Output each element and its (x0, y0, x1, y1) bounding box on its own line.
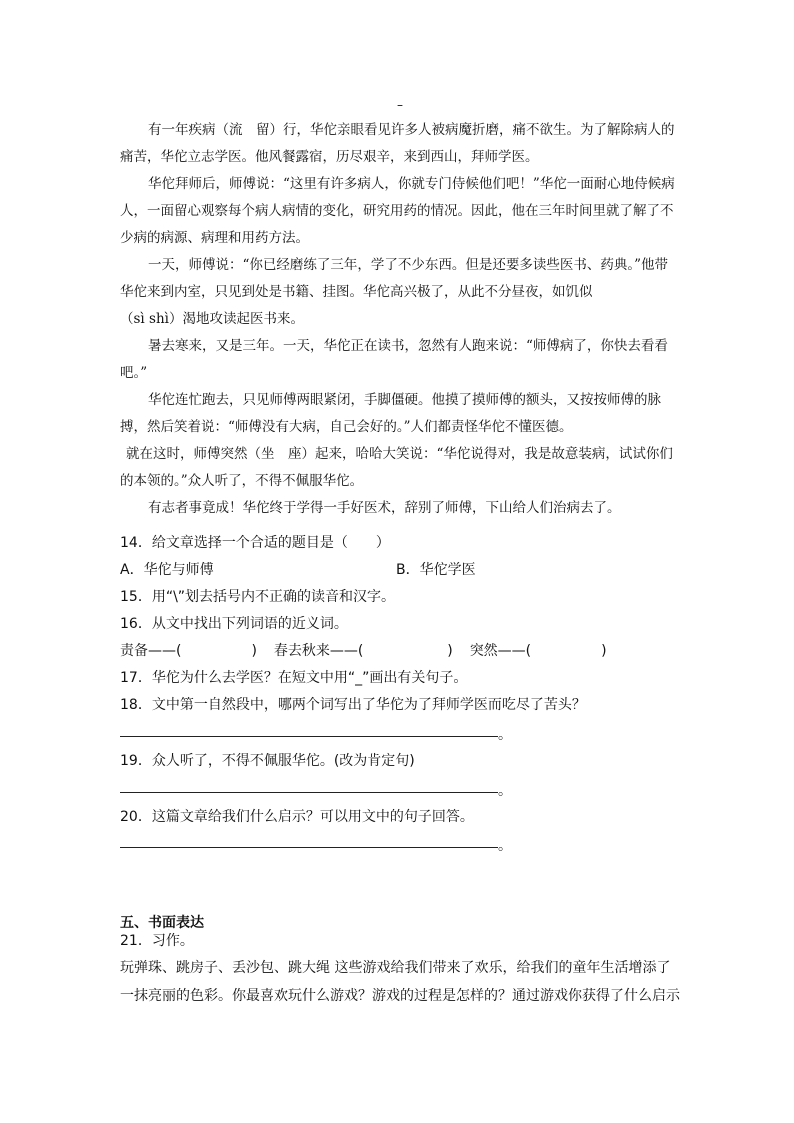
question-14-option-a: A．华佗与师傅 (120, 562, 214, 578)
question-20: 20．这篇文章给我们什么启示？可以用文中的句子回答。 (120, 809, 474, 825)
question-21: 21．习作。 (120, 933, 194, 949)
question-14-option-b: B．华佗学医 (396, 562, 476, 578)
question-14: 14．给文章选择一个合适的题目是（ ） (120, 535, 390, 551)
question-16: 16．从文中找出下列词语的近义词。 (120, 616, 348, 632)
section-5-title: 五、书面表达 (120, 915, 204, 931)
page-top-mark: – (397, 98, 403, 112)
answer-line-20 (120, 847, 498, 848)
answer-line-19 (120, 792, 498, 793)
synonym-blank-2: 春去秋来——( ) (273, 643, 453, 659)
answer-period-20: 。 (498, 838, 512, 854)
passage-paragraph-6: 就在这时，师傅突然（坐 座）起来，哈哈大笑说：“华佗说得对，我是故意装病，试试你们的本领的。”众人听了，不得不佩服华佗。 (120, 446, 673, 489)
question-17: 17．华佗为什么去学医？在短文中用“_”画出有关句子。 (120, 670, 468, 686)
question-15: 15．用“\”划去括号内不正确的读音和汉字。 (120, 589, 396, 605)
reading-passage (120, 117, 680, 522)
question-18: 18．文中第一自然段中，哪两个词写出了华佗为了拜师学医而吃尽了苦头？ (120, 697, 586, 713)
essay-prompt: 玩弹珠、跳房子、丢沙包、跳大绳 这些游戏给我们带来了欢乐，给我们的童年生活增添了一抹亮丽的色彩。你最喜欢玩什么游戏？游戏的过程是怎样的？通过游戏你获得了什么启示 (120, 960, 680, 1004)
answer-period-18: 。 (498, 727, 512, 743)
question-16-words (120, 640, 607, 660)
answer-period-19: 。 (498, 783, 512, 799)
answer-line-18 (120, 736, 498, 737)
passage-paragraph-5: 华佗连忙跑去，只见师傅两眼紧闭，手脚僵硬。他摸了摸师傅的额头，又按按师傅的脉搏，然后笑着说：“师傅没有大病，自己会好的。”人们都责怪华佗不懂医德。 (120, 392, 661, 435)
synonym-blank-1: 责备——( ) (120, 643, 257, 659)
passage-paragraph-3b: （sì shì）渴地攻读起医书来。 (120, 311, 304, 327)
passage-paragraph-4: 暑去寒来，又是三年。一天，华佗正在读书，忽然有人跑来说：“师傅病了，你快去看看吧。” (120, 338, 668, 381)
question-19: 19．众人听了，不得不佩服华佗。(改为肯定句) (120, 753, 415, 769)
passage-paragraph-7: 有志者事竟成！华佗终于学得一手好医术，辞别了师傅，下山给人们治病去了。 (148, 500, 621, 516)
passage-paragraph-1: 有一年疾病（流 留）行，华佗亲眼看见许多人被病魔折磨，痛不欲生。为了解除病人的痛苦，华佗立志学医。他风餐露宿，历尽艰辛，来到西山，拜师学医。 (120, 122, 675, 165)
synonym-blank-3: 突然——( ) (469, 643, 607, 659)
passage-paragraph-3a: 一天，师傅说：“你已经磨练了三年，学了不少东西。但是还要多读些医书、药典。”他带华佗来到内室，只见到处是书籍、挂图。华佗高兴极了，从此不分昼夜，如饥似 (120, 257, 669, 300)
passage-paragraph-2: 华佗拜师后，师傅说：“这里有许多病人，你就专门侍候他们吧！”华佗一面耐心地侍候病人，一面留心观察每个病人病情的变化，研究用药的情况。因此，他在三年时间里就了解了不少病的病源、病理和用药方法。 (120, 176, 675, 246)
